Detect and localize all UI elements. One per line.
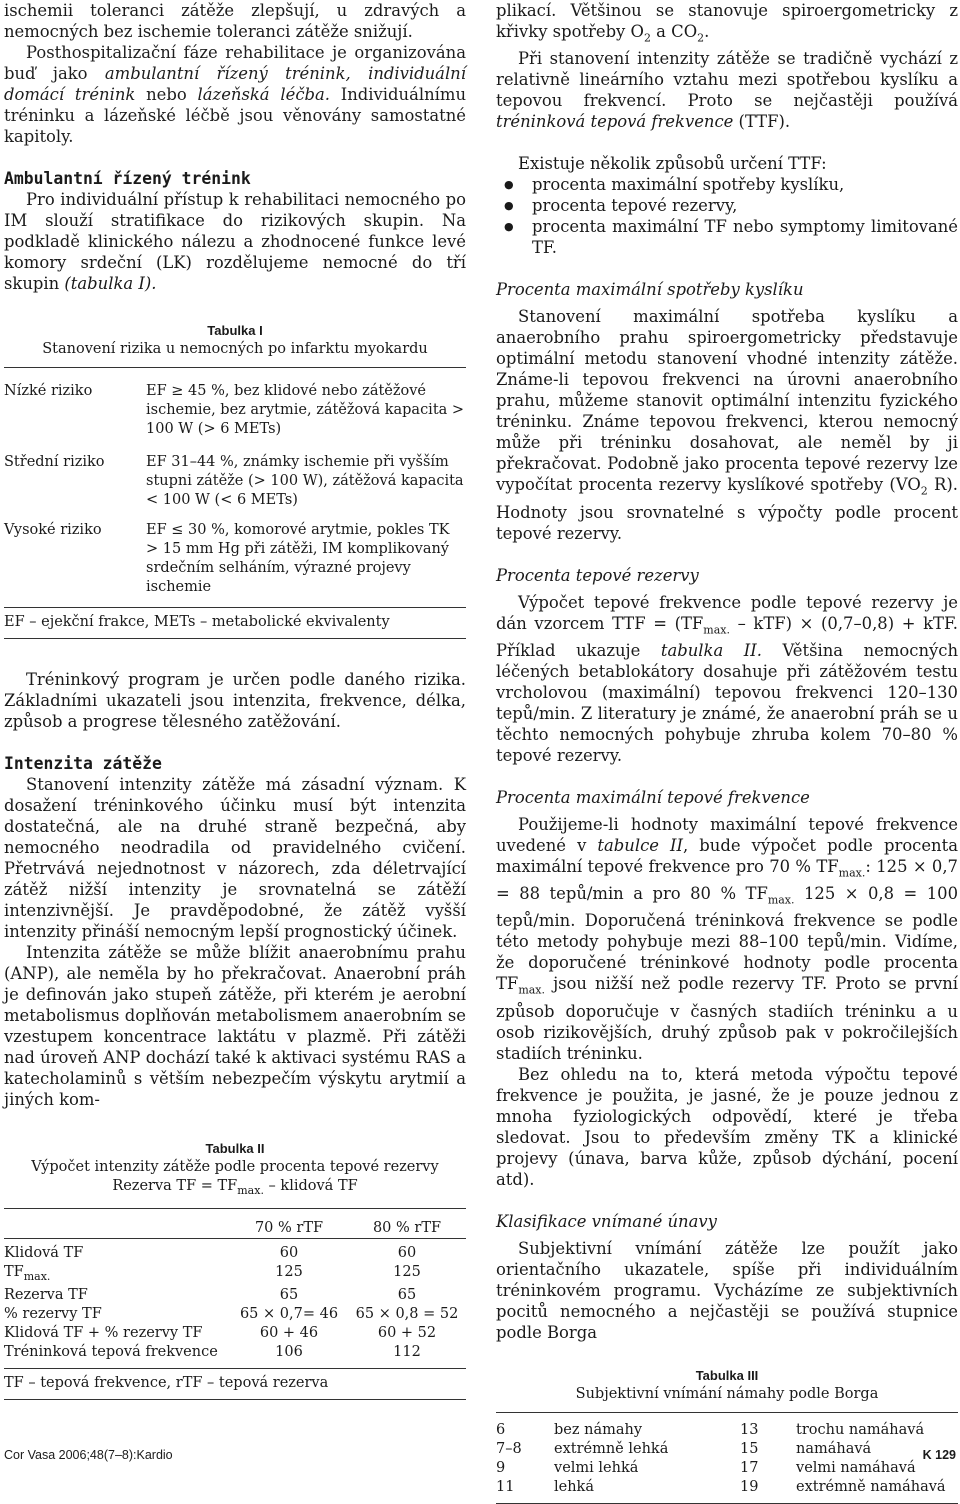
table-1 <box>4 322 466 639</box>
paragraph: Při stanovení intenzity zátěže se tradičně vychází z relativně lineárního vztahu mezi spotřebou kyslíku a tepovou frekvencí. Proto se nejčastěji používá tréninková tepová frekvence (TTF). <box>496 49 958 132</box>
table-cell: 19 <box>740 1478 759 1495</box>
table-cell: 65 <box>397 1286 417 1303</box>
column-header: 70 % rTF <box>254 1219 324 1236</box>
table-cell: namáhavá <box>796 1440 872 1457</box>
paragraph: Existuje několik způsobů určení TTF: <box>518 154 827 174</box>
table-cell: Tréninková tepová frekvence <box>4 1343 218 1360</box>
table-cell: Klidová TF + % rezervy TF <box>4 1324 203 1341</box>
risk-table <box>4 382 466 597</box>
table-cell: Nízké riziko <box>4 383 93 399</box>
table-cell: 11 <box>496 1478 515 1495</box>
table-cell: 65 × 0,7= 46 <box>239 1305 339 1322</box>
footer-citation: Cor Vasa 2006;48(7–8):Kardio <box>4 1448 173 1462</box>
table-caption: Tabulka II <box>205 1141 265 1156</box>
table-cell: EF ≥ 45 %, bez klidové nebo zátěžové ischemie, bez arytmie, zátěžová kapacita > 100 W (> 6 METs) <box>146 383 465 437</box>
page-number: K 129 <box>922 1448 956 1462</box>
table-cell: Klidová TF <box>4 1244 84 1261</box>
table-cell: 106 <box>275 1343 303 1360</box>
table-cell: 7–8 <box>496 1440 522 1457</box>
table-subtitle: Subjektivní vnímání námahy podle Borga <box>575 1385 879 1402</box>
left-column <box>4 0 466 1400</box>
table-cell: velmi lehká <box>554 1459 639 1476</box>
table-3 <box>496 1367 958 1504</box>
table-cell: 65 × 0,8 = 52 <box>355 1305 459 1322</box>
paragraph: plikací. Většinou se stanovuje spiroergometricky z křivky spotřeby $O_2$ a $CO_2$. <box>496 1 958 45</box>
paragraph: Stanovení maximální spotřeba kyslíku a anaerobního prahu spiroergometricky představuje optimální metodu stanovení vhodné intenzity zátěže. Známe-li tepovou frekvenci na úrovni anaerobního prahu, můžeme stanovit optimální intenzitu fyzického tréninku. Známe tepovou frekvenci, kterou nemocný může při tréninku dosahovat, ale neměl by ji překračovat. Podobně jako procenta tepové rezervy lze vypočítat procenta rezervy kyslíkové spotřeby ($VO_2$ R). Hodnoty jsou srovnatelné s výpočty podle procent tepové rezervy. <box>496 307 958 543</box>
table-note: EF – ejekční frakce, METs – metabolické ekvivalenty <box>4 614 390 630</box>
section-heading: Intenzita zátěže <box>4 754 162 773</box>
table-cell: velmi namáhavá <box>796 1459 916 1476</box>
table-cell: bez námahy <box>554 1421 643 1438</box>
table-cell: 60 <box>279 1244 299 1261</box>
subsection-heading: Procenta maximální tepové frekvence <box>496 787 810 807</box>
table-cell: 15 <box>740 1440 759 1457</box>
table-cell: 6 <box>496 1421 506 1438</box>
paragraph: Posthospitalizační fáze rehabilitace je organizována buď jako ambulantní řízený trénink, individuální domácí trénink nebo lázeňská léčba. Individuálnímu tréninku a lázeňské léčbě jsou věnovány samostatné kapitoly. <box>4 43 466 146</box>
table-header-row <box>4 1219 466 1238</box>
section-heading: Ambulantní řízený trénink <box>4 169 251 188</box>
table-cell: Vysoké riziko <box>4 522 102 538</box>
table-row <box>4 1305 466 1324</box>
table-row <box>4 453 466 521</box>
subsection-heading: Procenta tepové rezervy <box>496 565 699 585</box>
table-cell: 125 <box>275 1263 303 1280</box>
table-cell: Střední riziko <box>4 454 105 470</box>
table-row <box>4 1286 466 1305</box>
table-cell: % rezervy TF <box>4 1305 102 1322</box>
subsection-heading: Procenta maximální spotřeby kyslíku <box>496 280 804 300</box>
list-item: ● procenta maximální TF nebo symptomy limitované TF. <box>496 216 958 258</box>
borg-scale-table <box>496 1421 958 1497</box>
table-cell: 65 <box>279 1286 299 1303</box>
list-item: ● procenta maximální spotřeby kyslíku, <box>496 174 958 195</box>
table-row <box>496 1478 958 1497</box>
subsection-heading: Klasifikace vnímané únavy <box>496 1211 717 1231</box>
table-row <box>496 1459 958 1478</box>
table-caption: Tabulka III <box>695 1367 759 1383</box>
table-row <box>496 1421 958 1440</box>
table-row <box>4 1263 466 1286</box>
table-cell: EF ≤ 30 %, komorové arytmie, pokles TK > 15 mm Hg při zátěži, IM komplikovaný srdečním selháním, výrazné projevy ischemie <box>146 522 450 595</box>
table-cell: EF 31–44 %, známky ischemie při vyšším stupni zátěže (> 100 W), zátěžová kapacita < 100 W (< 6 METs) <box>146 454 464 508</box>
column-header: 80 % rTF <box>372 1219 442 1236</box>
heart-rate-table <box>4 1219 466 1362</box>
table-row <box>4 1324 466 1343</box>
table-caption: Tabulka I <box>207 323 263 338</box>
paragraph: Výpočet tepové frekvence podle tepové rezervy je dán vzorcem TTF = $(TF_{max.} - kTF) \times (0,7-0,8)$ + kTF. Příklad ukazuje tabulka II. Většina nemocných léčených betablokátory dosahuje při zátěžovém testu vrcholovou (maximální) tepovou frekvenci 120–130 tepů/min. Z literatury je známé, že anaerobní práh se u těchto nemocných pohybuje zhruba kolem 70–80 % tepové rezervy. <box>496 592 958 765</box>
table-subtitle: Výpočet intenzity zátěže podle procenta tepové rezervy <box>31 1159 439 1175</box>
paragraph: Tréninkový program je určen podle daného rizika. Základními ukazateli jsou intenzita, frekvence, délka, způsob a progrese tělesného zatěžování. <box>4 670 466 731</box>
paragraph: Stanovení intenzity zátěže má zásadní význam. K dosažení tréninkového účinku musí být intenzita dostatečná, ale na druhé straně bezpečná, aby nemocného neodradila od pravidelného cvičení. Přetrvává nejednotnost v názorech, zda déletrvající zátěž nižší intenzity je srovnatelná se zátěží intenzivnější. Je pravděpodobné, že zátěž vyšší intenzity přináší nemocným lepší prognostický účinek. <box>4 775 466 941</box>
table-cell: trochu namáhavá <box>796 1421 925 1438</box>
table-row <box>496 1440 958 1459</box>
table-2 <box>4 1140 466 1400</box>
table-row <box>4 1244 466 1263</box>
paragraph: Použijeme-li hodnoty maximální tepové frekvence uvedené v tabulce II, bude výpočet podle procenta maximální tepové frekvence pro 70 % $TF_{max.}$: 125 × 0,7 = 88 tepů/min a pro 80 % $TF_{max.}$ 125 × 0,8 = 100 tepů/min. Doporučená tréninková frekvence se podle této metody pohybuje mezi 88–100 tepů/min. Vidíme, že doporučené tréninkové hodnoty podle procenta $TF_{max.}$ jsou nižší než podle rezervy TF. Proto se první způsob doporučuje v časných stadiích tréninku a u osob rizikovějších, druhý způsob pak v pokročilejších stadiích tréninku. <box>496 814 958 1063</box>
table-cell: 60 + 52 <box>377 1324 437 1341</box>
table-cell: 13 <box>740 1421 759 1438</box>
list-item: ● procenta tepové rezervy, <box>496 195 958 216</box>
table-cell: lehká <box>554 1478 594 1495</box>
table-cell: 17 <box>740 1459 759 1476</box>
table-cell: $TF_{max.}$ <box>4 1263 51 1283</box>
table-cell: 60 + 46 <box>259 1324 319 1341</box>
table-cell: 112 <box>393 1343 421 1360</box>
table-note: TF – tepová frekvence, rTF – tepová rezerva <box>4 1374 329 1391</box>
right-column <box>496 0 958 1504</box>
paragraph: Subjektivní vnímání zátěže lze použít jako orientačního ukazatele, spíše při individuálním tréninkovém programu. Vycházíme ze subjektivních pocitů nemocného a nejčastěji se používá stupnice podle Borga <box>496 1238 958 1342</box>
paragraph: Bez ohledu na to, která metoda výpočtu tepové frekvence je použita, je jasné, že je pouze jednou z mnoha fyziologických odpovědí, které je třeba sledovat. Jsou to především změny TK a klinické projevy (únava, barva kůže, způsob dýchání, pocení atd). <box>496 1064 958 1189</box>
paragraph: Pro individuální přístup k rehabilitaci nemocného po IM slouží stratifikace do rizikových skupin. Na podkladě klinického nálezu a zhodnocené funkce levé komory srdeční (LK) rozdělujeme nemocné do tří skupin (tabulka I). <box>4 190 466 293</box>
table-row <box>4 1343 466 1362</box>
table-cell: 60 <box>397 1244 417 1261</box>
table-cell <box>4 1219 230 1238</box>
table-subtitle: Stanovení rizika u nemocných po infarktu myokardu <box>42 341 428 357</box>
table-cell: 125 <box>393 1263 421 1280</box>
table-row <box>4 521 466 597</box>
table-row <box>4 382 466 453</box>
table-cell: 9 <box>496 1459 506 1476</box>
paragraph: Intenzita zátěže se může blížit anaerobnímu prahu (ANP), ale neměla by ho překračovat. Anaerobní práh je definován jako stupeň zátěže, při kterém je aerobní metabolismus doplňován metabolismem anaerobním se vzestupem koncentrace laktátu v plazmě. Při zátěži nad úroveň ANP dochází také k aktivaci systému RAS a katecholaminů s větším nebezpečím výskytu arytmií a jiných kom- <box>4 943 466 1109</box>
method-list <box>496 174 958 258</box>
table-cell: Rezerva TF <box>4 1286 88 1303</box>
paragraph: ischemii toleranci zátěže zlepšují, u zdravých a nemocných bez ischemie toleranci zátěže snižují. <box>4 1 466 41</box>
table-cell: extrémně namáhavá <box>796 1478 946 1495</box>
table-cell: extrémně lehká <box>554 1440 669 1457</box>
table-subtitle: Rezerva TF = $TF_{max.}$ – klidová TF <box>112 1178 358 1197</box>
